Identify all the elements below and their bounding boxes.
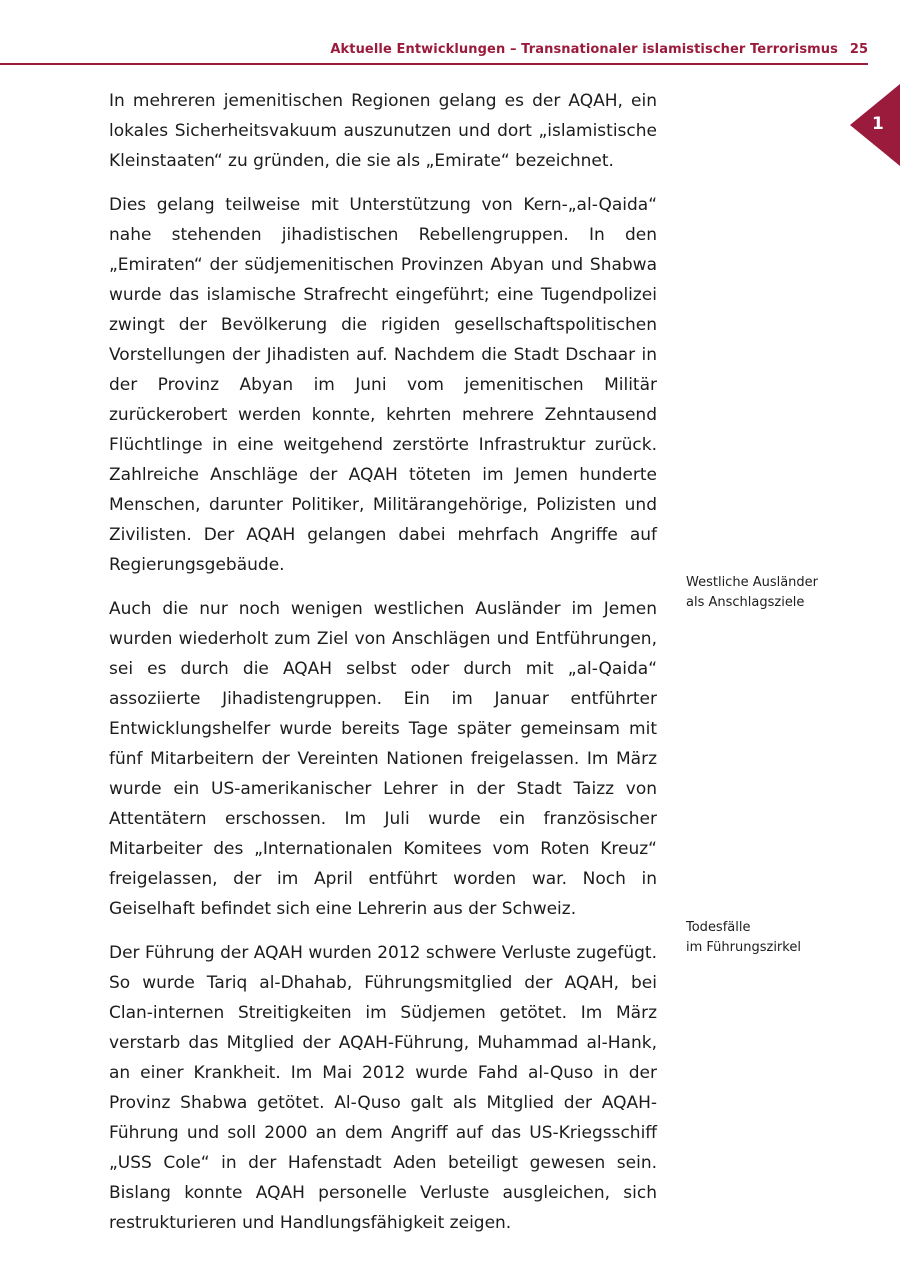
margin-note-leadership-deaths	[686, 918, 856, 958]
chapter-tab	[850, 84, 900, 166]
running-head	[0, 36, 868, 64]
paragraph-4: Der Führung der AQAH wurden 2012 schwere Verluste zugefügt. So wurde Tariq al-Dhahab, Führungsmitglied der AQAH, bei Clan-internen Streitigkeiten im Südjemen getötet. Im März verstarb das Mitglied der AQAH-Führung, Muhammad al-Hank, an einer Krankheit. Im Mai 2012 wurde Fahd al-Quso in der Provinz Shabwa getötet. Al-Quso galt als Mitglied der AQAH-Führung und soll 2000 an dem Angriff auf das US-Kriegsschiff „USS Cole“ in der Hafenstadt Aden beteiligt gewesen sein. Bislang konnte AQAH personelle Verluste ausgleichen, sich restrukturieren und Handlungsfähigkeit zeigen.	[109, 943, 657, 1233]
margin-note-line: im Führungszirkel	[686, 940, 801, 955]
chapter-number: 1	[872, 114, 884, 134]
margin-note-line: als Anschlagsziele	[686, 595, 805, 610]
header-rule	[0, 63, 868, 65]
body-text	[109, 86, 657, 1252]
paragraph-3: Auch die nur noch wenigen westlichen Ausländer im Jemen wurden wiederholt zum Ziel von Anschlägen und Entführungen, sei es durch die AQAH selbst oder durch mit „al-Qaida“ assoziierte Jihadistengruppen. Ein im Januar entführter Entwicklungshelfer wurde bereits Tage später gemeinsam mit fünf Mitarbeitern der Vereinten Nationen freigelassen. Im März wurde ein US-amerikanischer Lehrer in der Stadt Taizz von Attentätern erschossen. Im Juli wurde ein französischer Mitarbeiter des „Internationalen Komitees vom Roten Kreuz“ freigelassen, der im April entführt worden war. Noch in Geiselhaft befindet sich eine Lehrerin aus der Schweiz.	[109, 599, 657, 919]
margin-note-western-foreigners	[686, 573, 856, 613]
page-number: 25	[849, 42, 868, 57]
running-head-title: Aktuelle Entwicklungen – Transnationaler islamistischer Terrorismus	[330, 42, 838, 57]
paragraph-1: In mehreren jemenitischen Regionen gelang es der AQAH, ein lokales Sicherheitsvakuum auszunutzen und dort „islamistische Kleinstaaten“ zu gründen, die sie als „Emirate“ bezeichnet.	[109, 91, 657, 171]
paragraph-2: Dies gelang teilweise mit Unterstützung von Kern-„al-Qaida“ nahe stehenden jihadistischen Rebellengruppen. In den „Emiraten“ der südjemenitischen Provinzen Abyan und Shabwa wurde das islamische Strafrecht eingeführt; eine Tugendpolizei zwingt der Bevölkerung die rigiden gesellschaftspolitischen Vorstellungen der Jihadisten auf. Nachdem die Stadt Dschaar in der Provinz Abyan im Juni vom jemenitischen Militär zurückerobert werden konnte, kehrten mehrere Zehntausend Flüchtlinge in eine weitgehend zerstörte Infrastruktur zurück. Zahlreiche Anschläge der AQAH töteten im Jemen hunderte Menschen, darunter Politiker, Militärangehörige, Polizisten und Zivilisten. Der AQAH gelangen dabei mehrfach Angriffe auf Regierungsgebäude.	[109, 195, 657, 575]
margin-note-line: Westliche Ausländer	[686, 575, 819, 590]
margin-note-line: Todesfälle	[686, 920, 751, 935]
